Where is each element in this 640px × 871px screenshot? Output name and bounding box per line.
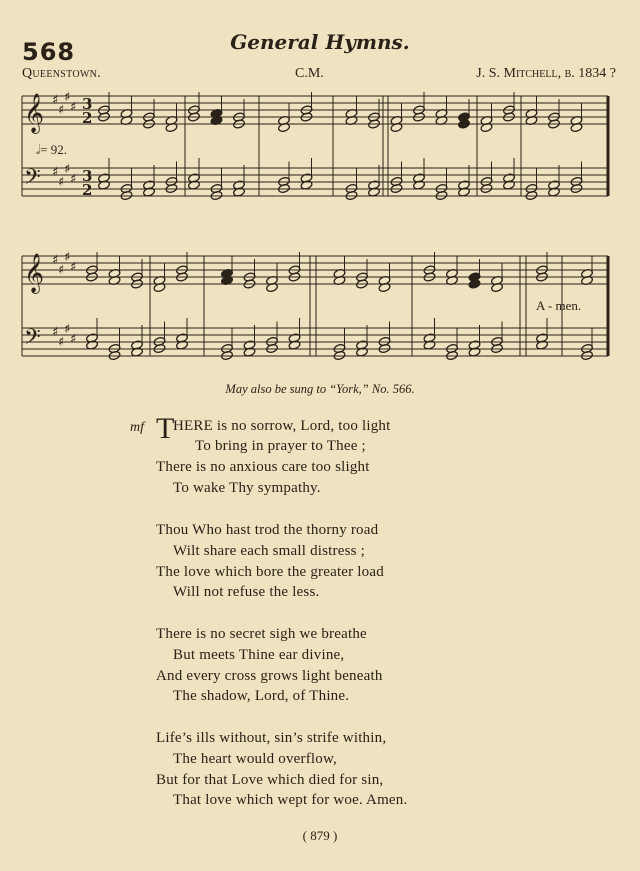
music-score	[0, 0, 640, 380]
treble-staff	[22, 96, 608, 124]
sharp-icon: ♯	[52, 253, 59, 268]
section-title: General Hymns.	[230, 30, 410, 54]
sharp-icon: ♯	[58, 103, 65, 118]
verse-line: That love which wept for woe. Amen.	[173, 792, 408, 808]
half-note-icon: 𝅗𝅥	[36, 142, 41, 157]
meter: C.M.	[295, 66, 324, 81]
verse-line: There is no secret sigh we breathe	[156, 626, 367, 642]
bass-clef-icon: 𝄢	[24, 325, 41, 355]
tune-name: Queenstown.	[22, 66, 101, 81]
sharp-icon: ♯	[58, 335, 65, 350]
page-number: ( 879 )	[302, 828, 338, 843]
sharp-icon: ♯	[70, 260, 77, 275]
verse-line: To wake Thy sympathy.	[173, 480, 321, 496]
verse-line: There is no anxious care too slight	[156, 459, 370, 475]
hymn-number: 568	[22, 38, 76, 66]
verse-line: But meets Thine ear divine,	[173, 647, 345, 663]
treble-clef-icon: 𝄞	[24, 253, 45, 293]
sharp-icon: ♯	[52, 93, 59, 108]
sharp-icon: ♯	[64, 162, 71, 177]
sharp-icon: ♯	[64, 250, 71, 265]
sharp-icon: ♯	[58, 175, 65, 190]
treble-clef-icon: 𝄞	[24, 93, 45, 133]
verse-line: The heart would overflow,	[173, 751, 337, 767]
tempo-value: = 92.	[40, 142, 67, 157]
sharp-icon: ♯	[58, 263, 65, 278]
alternate-tune-note: May also be sung to “York,” No. 566.	[225, 382, 415, 396]
sharp-icon: ♯	[52, 325, 59, 340]
dynamic-marking: mf	[130, 420, 144, 435]
sharp-icon: ♯	[64, 90, 71, 105]
time-signature: 2	[82, 181, 93, 199]
verse-line: And every cross grows light beneath	[156, 668, 383, 684]
verse-line: Life’s ills without, sin’s strife within,	[156, 730, 387, 746]
verse-line: Wilt share each small distress ;	[173, 543, 365, 559]
drop-cap: T	[156, 412, 175, 445]
verse-line: HERE is no sorrow, Lord, too light	[173, 418, 391, 434]
bass-clef-icon: 𝄢	[24, 165, 41, 195]
verse-line: Thou Who hast trod the thorny road	[156, 522, 379, 538]
verse-line: The love which bore the greater load	[156, 564, 384, 580]
sharp-icon: ♯	[70, 172, 77, 187]
bass-staff	[22, 168, 608, 196]
time-signature: 3	[82, 95, 93, 113]
composer: J. S. Mitchell, b. 1834 ?	[476, 66, 616, 81]
verse-line: Will not refuse the less.	[173, 584, 320, 600]
tempo-marking	[36, 142, 67, 158]
sharp-icon: ♯	[70, 332, 77, 347]
verse-line: To bring in prayer to Thee ;	[195, 438, 366, 454]
amen-label: A - men.	[536, 298, 582, 313]
time-signature: 2	[82, 109, 93, 127]
sharp-icon: ♯	[52, 165, 59, 180]
verse-line: The shadow, Lord, of Thine.	[173, 688, 350, 704]
verse-line: But for that Love which died for sin,	[156, 772, 384, 788]
time-signature: 3	[82, 167, 93, 185]
sharp-icon: ♯	[64, 322, 71, 337]
sharp-icon: ♯	[70, 100, 77, 115]
